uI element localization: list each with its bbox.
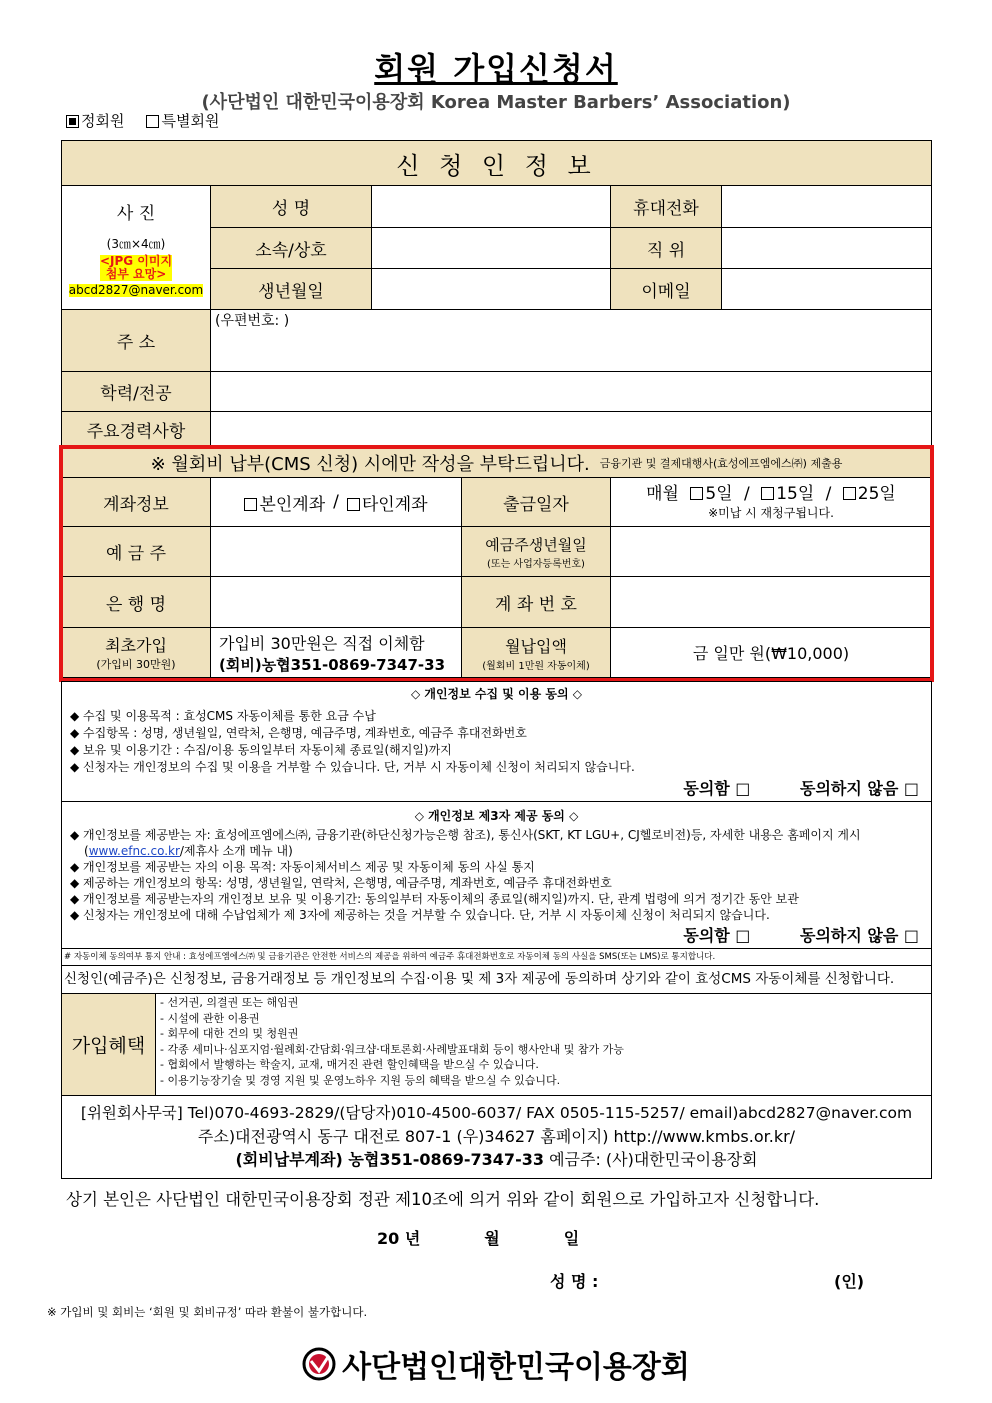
withdraw-label: 출금일자	[461, 477, 611, 527]
separator: /	[333, 492, 339, 512]
affiliation-label: 소속/상호	[210, 227, 372, 269]
photo-note-line1: <JPG 이미지	[99, 253, 173, 268]
consent2-item: ◆ 개인정보를 제공받는자의 개인정보 보유 및 이용기간: 동의일부터 자동이체의 종료일(해지일)까지. 단, 관계 법령에 의거 정기간 동안 보관	[70, 892, 799, 906]
applicant-section-title: 신 청 인 정 보	[61, 140, 932, 186]
first-join-info	[210, 627, 462, 678]
position-label: 직 위	[610, 227, 722, 269]
page-title: 회원 가입신청서	[374, 50, 618, 88]
education-input[interactable]	[210, 371, 932, 412]
first-join-label: 최초가입	[105, 636, 167, 655]
office-address: 주소)대전광역시 동구 대전로 807-1 (우)34627 홈페이지) http://www.kmbs.or.kr/	[197, 1127, 796, 1146]
address-input[interactable]	[210, 309, 932, 372]
address-label: 주 소	[61, 309, 211, 372]
photo-note-line2: 첨부 요망>	[105, 266, 167, 281]
account-type-options	[210, 477, 462, 527]
photo-cell[interactable]	[61, 185, 211, 310]
checkbox-icon[interactable]	[843, 487, 856, 500]
office-info	[61, 1095, 932, 1179]
depositor-birth-input[interactable]	[610, 526, 932, 577]
monthly-amount: 금 일만 원(₩10,000)	[610, 627, 932, 678]
monthly-label: 월납입액	[505, 636, 567, 656]
cms-declaration: 신청인(예금주)은 신청정보, 금융거래정보 등 개인정보의 수집·이용 및 제 3자 제공에 동의하며 상기와 같이 효성CMS 자동이체를 신청합니다.	[61, 965, 932, 994]
bank-input[interactable]	[210, 576, 462, 628]
first-join-text: 가입비 30만원은 직접 이체함	[219, 633, 425, 653]
consent2-item1-tail: /제휴사 소개 메뉴 내)	[179, 844, 293, 858]
date-month[interactable]: 월	[484, 1229, 500, 1248]
consent1-heading: ◇ 개인정보 수집 및 이용 동의 ◇	[410, 687, 583, 701]
consent2-heading: ◇ 개인정보 제3자 제공 동의 ◇	[414, 809, 579, 823]
account-other-option[interactable]: 타인계좌	[347, 490, 428, 515]
consent1-item: ◆ 보유 및 이용기간 : 수집/이용 동의일부터 자동이체 종료일(해지일)까지	[70, 743, 452, 757]
depositor-birth-sub: (또는 사업자등록번호)	[487, 558, 585, 570]
photo-label: 사 진	[116, 203, 156, 224]
consent2-box	[61, 801, 932, 949]
account-info-label: 계좌정보	[61, 477, 211, 527]
career-input[interactable]	[210, 411, 932, 448]
efnc-link[interactable]: www.efnc.co.kr	[88, 844, 180, 858]
member-type-group	[66, 110, 219, 131]
bank-label: 은 행 명	[61, 576, 211, 628]
consent1-choices	[683, 776, 919, 799]
consent2-item: ◆ 신청자는 개인정보에 대해 수납업체가 제 3자에 제공하는 것을 거부할 수 있습니다. 단, 거부 시 자동이체 신청이 처리되지 않습니다.	[70, 908, 770, 922]
withdraw-options	[610, 477, 932, 527]
depositor-birth-label: 예금주생년월일	[485, 535, 587, 554]
cms-notice-text: ※ 월회비 납부(CMS 신청) 시에만 작성을 부탁드립니다.	[150, 453, 590, 475]
consent2-item-recipient	[62, 827, 931, 859]
checkbox-icon[interactable]	[347, 498, 360, 511]
phone-input[interactable]	[721, 185, 932, 228]
consent1-item: ◆ 수집 및 이용목적 : 효성CMS 자동이체를 통한 요금 수납	[70, 709, 376, 723]
photo-note	[100, 255, 172, 281]
consent2-choices	[683, 923, 919, 946]
benefit-item: - 이용기능장기술 및 경영 지원 및 운영노하우 지원 등의 혜택을 받으실 수 있습니다.	[160, 1073, 561, 1087]
signature-seal[interactable]: (인)	[834, 1272, 865, 1291]
refund-note: ※ 가입비 및 회비는 ‘회원 및 회비규정’ 따라 환불이 불가합니다.	[47, 1305, 368, 1319]
date-year[interactable]: 20 년	[377, 1229, 421, 1248]
checkbox-icon[interactable]	[690, 487, 703, 500]
sms-notice-line: # 자동이체 동의여부 통지 안내 : 효성에프엠에스㈜ 및 금융기관은 안전한 서비스의 제공을 위하여 예금주 휴대전화번호로 자동이체 동의 사실을 SMS(또는 LMS)로 통지합니다.	[61, 948, 932, 966]
consent2-item: ◆ 제공하는 개인정보의 항목: 성명, 생년월일, 연락처, 은행명, 예금주명, 계좌번호, 예금주 휴대전화번호	[70, 876, 612, 890]
cms-notice-small: 금융기관 및 결제대행사(효성에프엠에스㈜) 제출용	[599, 456, 843, 470]
benefits-label: 가입혜택	[61, 993, 156, 1096]
depositor-label: 예 금 주	[61, 526, 211, 577]
monthly-label-cell	[461, 627, 611, 678]
checkbox-checked-icon[interactable]	[66, 115, 79, 128]
photo-size: (3㎝×4㎝)	[106, 236, 166, 251]
name-input[interactable]	[371, 185, 611, 228]
education-label: 학력/전공	[61, 371, 211, 412]
consent2-item: ◆ 개인정보를 제공받는 자의 이용 목적: 자동이체서비스 제공 및 자동이체 동의 사실 통지	[70, 860, 535, 874]
withdraw-note: ※미납 시 재청구됩니다.	[708, 505, 834, 520]
withdraw-day-25[interactable]: 25일	[843, 484, 896, 504]
checkbox-icon[interactable]	[146, 115, 159, 128]
benefit-item: - 회무에 대한 건의 및 청원권	[160, 1027, 299, 1040]
cms-notice	[61, 447, 932, 478]
association-logo-icon	[302, 1347, 336, 1381]
consent2-disagree[interactable]: 동의하지 않음 □	[800, 926, 919, 945]
career-label: 주요경력사항	[61, 411, 211, 448]
birth-label: 생년월일	[210, 268, 372, 310]
first-join-sub: (가입비 30만원)	[96, 658, 176, 671]
footer-org	[0, 1342, 992, 1386]
first-join-label-cell	[61, 627, 211, 678]
consent2-agree[interactable]: 동의함 □	[683, 926, 751, 945]
consent1-box	[61, 681, 932, 802]
name-label: 성 명	[210, 185, 372, 228]
date-line	[377, 1226, 579, 1249]
photo-email: abcd2827@naver.com	[68, 282, 204, 297]
depositor-birth-label-cell	[461, 526, 611, 577]
monthly-sub: (월회비 1만원 자동이체)	[482, 660, 590, 672]
office-account	[62, 1148, 931, 1171]
checkbox-icon[interactable]	[244, 498, 257, 511]
office-contact: [위원회사무국] Tel)070-4693-2829/(담당자)010-4500-6037/ FAX 0505-115-5257/ email)abcd2827@naver.com	[80, 1104, 913, 1122]
benefit-item: - 각종 세미나·심포지엄·월례회·간담회·워크샵·대토론회·사례발표대회 등이 행사안내 및 참가 가능	[160, 1042, 624, 1056]
member-type-special[interactable]: 특별회원	[146, 110, 219, 131]
consent1-item: ◆ 신청자는 개인정보의 수집 및 이용을 거부할 수 있습니다. 단, 거부 시 자동이체 신청이 처리되지 않습니다.	[70, 760, 635, 774]
email-input[interactable]	[721, 268, 932, 310]
application-statement: 상기 본인은 사단법인 대한민국이용장회 정관 제10조에 의거 위와 같이 회원으로 가입하고자 신청합니다.	[66, 1190, 820, 1209]
withdraw-monthly: 매월	[646, 483, 679, 504]
consent1-disagree[interactable]: 동의하지 않음 □	[800, 779, 919, 798]
checkbox-icon[interactable]	[761, 487, 774, 500]
consent2-item1-text: ◆ 개인정보를 제공받는 자: 효성에프엠에스㈜, 금융기관(하단신청가능은행 참조), 통신사(SKT, KT LGU+, CJ헬로비전)등, 자세한 내용은 홈페이지 게시(	[70, 828, 861, 858]
signature-label: 성 명 :	[550, 1272, 599, 1291]
office-account-holder: 예금주: (사)대한민국이용장회	[543, 1150, 758, 1169]
position-input[interactable]	[721, 227, 932, 269]
phone-label: 휴대전화	[610, 185, 722, 228]
withdraw-day-15[interactable]: 15일	[761, 484, 814, 504]
page-subtitle: (사단법인 대한민국이용장회 Korea Master Barbers’ Association)	[201, 92, 791, 113]
birth-input[interactable]	[371, 268, 611, 310]
email-label: 이메일	[610, 268, 722, 310]
account-no-input[interactable]	[610, 576, 932, 628]
date-day[interactable]: 일	[563, 1229, 580, 1248]
benefit-item: - 선거권, 의결권 또는 해임권	[160, 996, 299, 1009]
separator: /	[825, 483, 832, 504]
separator: /	[744, 483, 750, 504]
office-account-number: (회비납부계좌) 농협351-0869-7347-33	[235, 1150, 544, 1169]
withdraw-days-row	[646, 484, 896, 504]
benefit-item: - 시설에 관한 이용권	[160, 1011, 260, 1025]
benefit-item: - 협회에서 발행하는 학술지, 교재, 매거진 관련 할인혜택을 받으실 수 있습니다.	[160, 1058, 539, 1071]
account-no-label: 계 좌 번 호	[461, 576, 611, 628]
consent1-agree[interactable]: 동의함 □	[683, 779, 751, 798]
affiliation-input[interactable]	[371, 227, 611, 269]
member-type-regular[interactable]: 정회원	[66, 110, 124, 131]
first-join-account: (회비)농협351-0869-7347-33	[219, 655, 446, 674]
zipcode-placeholder: (우편번호: )	[215, 313, 290, 329]
benefits-list	[155, 993, 932, 1096]
consent1-item: ◆ 수집항목 : 성명, 생년월일, 연락처, 은행명, 예금주명, 계좌번호, 예금주 휴대전화번호	[70, 726, 527, 740]
depositor-input[interactable]	[210, 526, 462, 577]
account-own-option[interactable]: 본인계좌	[244, 490, 325, 515]
footer-org-name: 사단법인대한민국이용장회	[342, 1350, 690, 1385]
withdraw-day-5[interactable]: 5일	[690, 484, 732, 504]
